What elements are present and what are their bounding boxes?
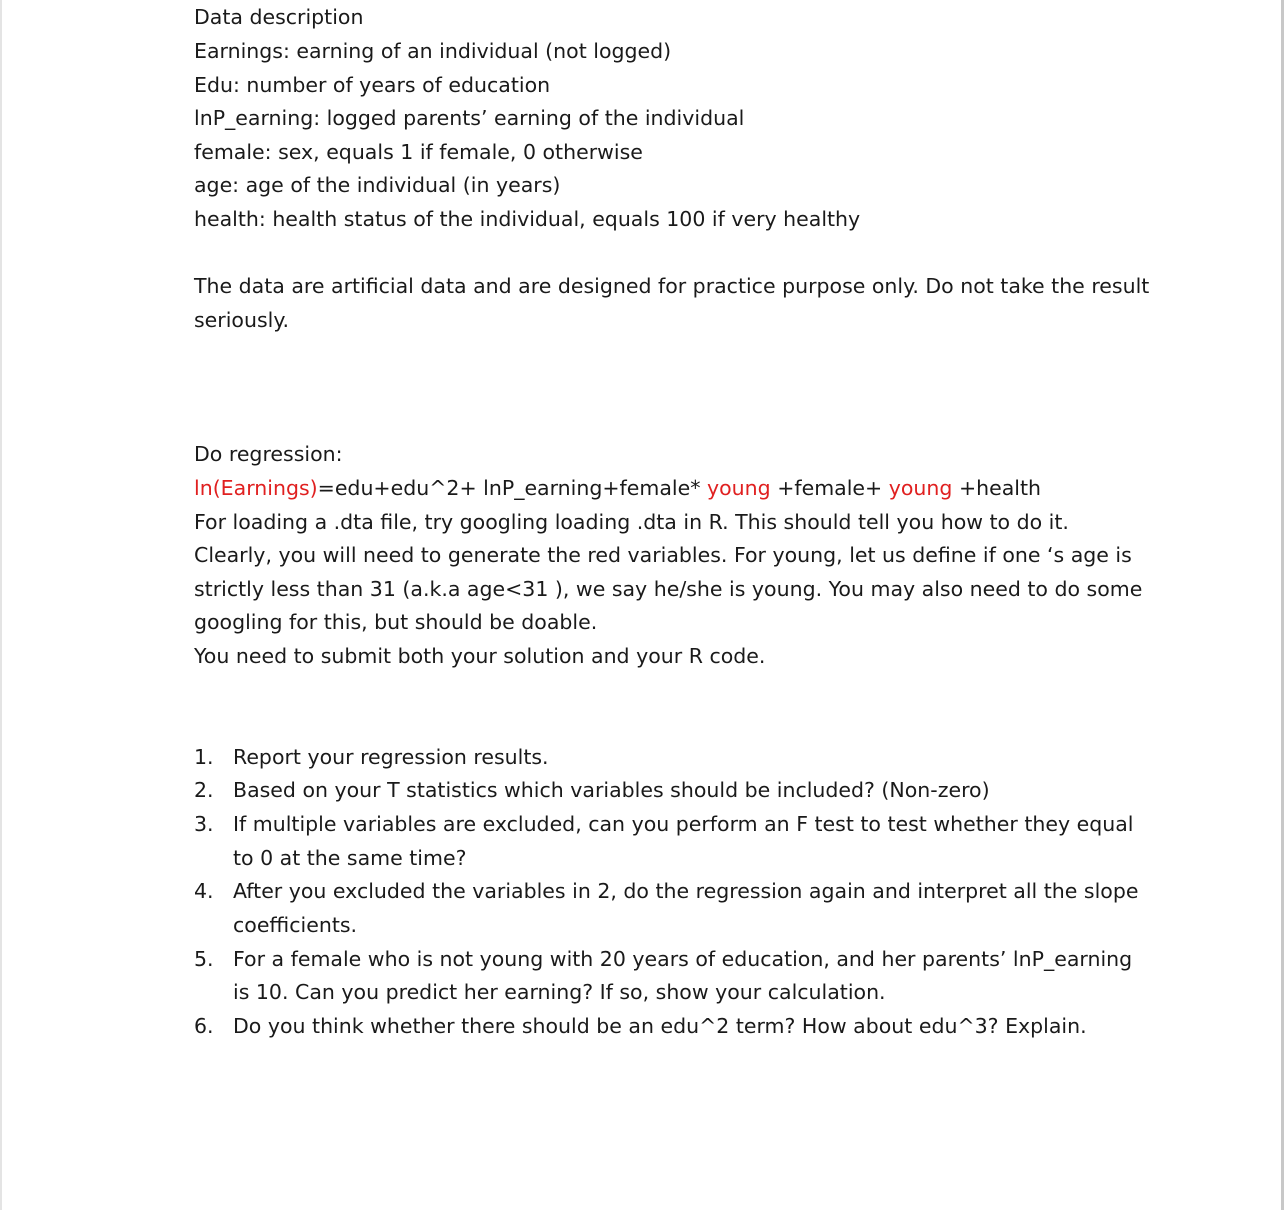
- question-text: For a female who is not young with 20 years of education, and her parents’ lnP_earning: [233, 947, 1133, 971]
- note-line-1: The data are artificial data and are designed for practice purpose only. Do not take the result: [194, 274, 1150, 298]
- question-continuation: [194, 908, 1094, 942]
- question-item: [194, 874, 1139, 908]
- question-text: After you excluded the variables in 2, do the regression again and interpret all the slope: [233, 879, 1139, 903]
- question-number: 6.: [194, 1014, 214, 1038]
- regression-heading: Do regression:: [194, 442, 343, 466]
- question-number: 5.: [194, 947, 214, 971]
- question-text: Report your regression results.: [233, 745, 549, 769]
- instruction-line-1: For loading a .dta file, try googling loading .dta in R. This should tell you how to do it.: [194, 510, 1069, 534]
- question-text-cont: coefficients.: [233, 913, 358, 937]
- formula-part-3: +health: [952, 476, 1042, 500]
- instruction-line-5: You need to submit both your solution and your R code.: [194, 644, 766, 668]
- question-continuation: [194, 975, 1094, 1009]
- question-number: 2.: [194, 778, 214, 802]
- regression-formula: [194, 471, 1041, 505]
- question-number: 4.: [194, 879, 214, 903]
- desc-line-age: age: age of the individual (in years): [194, 173, 561, 197]
- instruction-line-3: strictly less than 31 (a.k.a age<31 ), we say he/she is young. You may also need to do some: [194, 577, 1143, 601]
- instruction-line-4: googling for this, but should be doable.: [194, 610, 598, 634]
- desc-line-health: health: health status of the individual, equals 100 if very healthy: [194, 207, 861, 231]
- question-text-cont: to 0 at the same time?: [233, 846, 467, 870]
- question-number: 1.: [194, 745, 214, 769]
- question-text: If multiple variables are excluded, can you perform an F test to test whether they equal: [233, 812, 1134, 836]
- desc-line-lnp-earning: lnP_earning: logged parents’ earning of the individual: [194, 106, 745, 130]
- question-item: [194, 807, 1134, 841]
- formula-part-2: +female+: [770, 476, 889, 500]
- question-item: [194, 942, 1133, 976]
- formula-young-1: young: [707, 476, 771, 500]
- data-description-heading: Data description: [194, 5, 364, 29]
- desc-line-female: female: sex, equals 1 if female, 0 otherwise: [194, 140, 643, 164]
- desc-line-earnings: Earnings: earning of an individual (not logged): [194, 39, 672, 63]
- page-left-edge: [0, 0, 2, 1210]
- formula-lhs: ln(Earnings): [194, 476, 318, 500]
- question-item: [194, 773, 1094, 807]
- question-continuation: [194, 841, 1094, 875]
- question-text: Based on your T statistics which variables should be included? (Non-zero): [233, 778, 990, 802]
- question-text: Do you think whether there should be an edu^2 term? How about edu^3? Explain.: [233, 1014, 1087, 1038]
- question-item: [194, 1009, 1094, 1043]
- instruction-line-2: Clearly, you will need to generate the red variables. For young, let us define if one ‘s age is: [194, 543, 1132, 567]
- formula-part-1: =edu+edu^2+ lnP_earning+female*: [317, 476, 707, 500]
- note-line-2: seriously.: [194, 308, 290, 332]
- desc-line-edu: Edu: number of years of education: [194, 73, 551, 97]
- question-item: [194, 740, 1094, 774]
- question-text-cont: is 10. Can you predict her earning? If so, show your calculation.: [233, 980, 886, 1004]
- formula-young-2: young: [888, 476, 953, 500]
- question-number: 3.: [194, 812, 214, 836]
